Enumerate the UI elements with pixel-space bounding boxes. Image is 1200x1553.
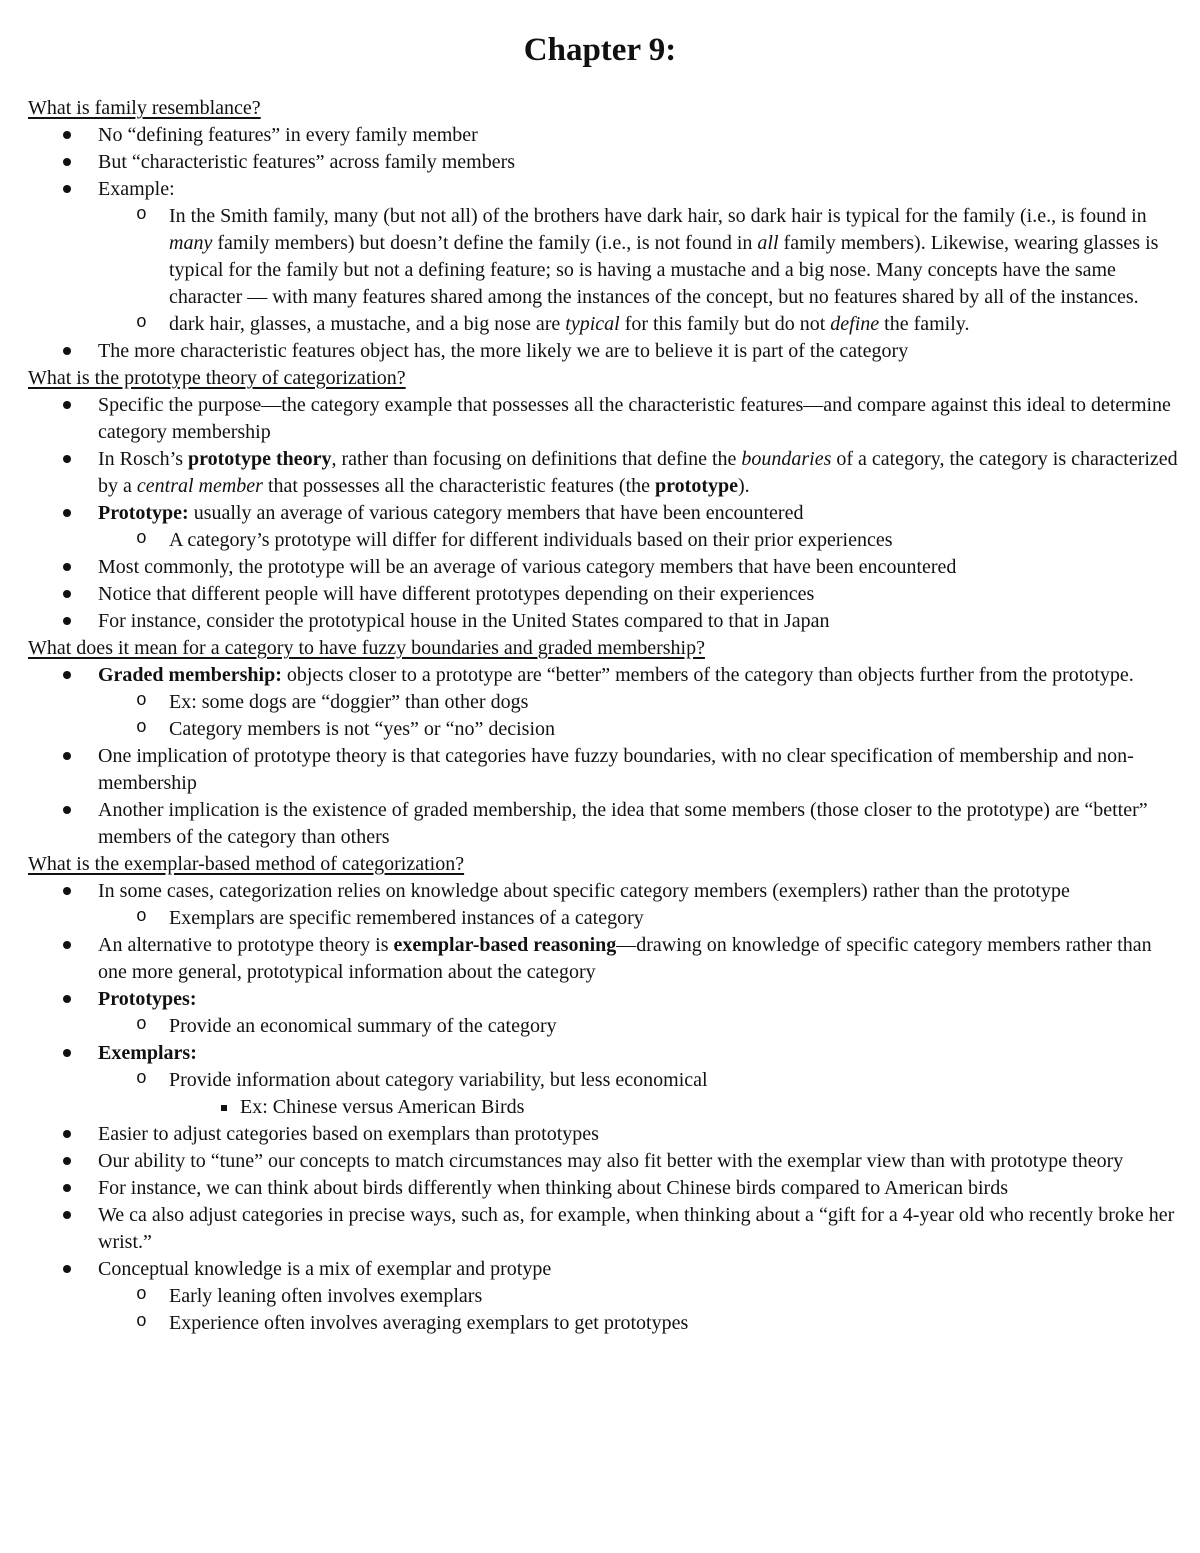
list-item bbox=[28, 662, 1178, 743]
text-run: —drawing on knowledge of specific category members rather than one more general, prototypical information about the category bbox=[98, 934, 1152, 983]
bold-term: prototype bbox=[655, 475, 738, 497]
text-run: the family. bbox=[879, 313, 970, 335]
bullet-list bbox=[28, 392, 1178, 635]
text-run: objects closer to a prototype are “better” members of the category than objects further from the prototype. bbox=[281, 664, 1134, 686]
text-run: that possesses all the characteristic features (the bbox=[262, 475, 656, 497]
sub-list bbox=[168, 905, 1178, 932]
list-item: But “characteristic features” across family members bbox=[28, 149, 1178, 176]
emphasis: all bbox=[757, 232, 779, 254]
text-run: Conceptual knowledge is a mix of exemplar and protype bbox=[98, 1258, 552, 1280]
text-run: ). bbox=[738, 475, 750, 497]
bullet-list bbox=[28, 122, 1178, 365]
text-run: In Rosch’s bbox=[98, 448, 188, 470]
sub-list bbox=[168, 689, 1178, 743]
list-item: The more characteristic features object has, the more likely we are to believe it is part of the category bbox=[28, 338, 1178, 365]
bold-term: exemplar-based reasoning bbox=[393, 934, 617, 956]
text-run: dark hair, glasses, a mustache, and a big nose are bbox=[169, 313, 566, 335]
list-item bbox=[28, 500, 1178, 554]
text-run: family members) but doesn’t define the family (i.e., is not found in bbox=[212, 232, 758, 254]
question-heading: What does it mean for a category to have fuzzy boundaries and graded membership? bbox=[28, 637, 705, 659]
list-item: Another implication is the existence of graded membership, the idea that some members (those closer to the prototype) are “better” members of the category than others bbox=[28, 797, 1178, 851]
list-item bbox=[28, 986, 1178, 1040]
emphasis: many bbox=[169, 232, 213, 254]
bullet-list bbox=[28, 878, 1178, 1337]
list-item: Specific the purpose—the category example that possesses all the characteristic features—and compare against this ideal to determine category membership bbox=[28, 392, 1178, 446]
bold-term: Graded membership: bbox=[98, 664, 282, 686]
text-run: , rather than focusing on definitions that define the bbox=[331, 448, 742, 470]
text-run: usually an average of various category members that have been encountered bbox=[188, 502, 804, 524]
list-item bbox=[28, 446, 1178, 500]
list-item: Our ability to “tune” our concepts to match circumstances may also fit better with the exemplar view than with prototype theory bbox=[28, 1148, 1178, 1175]
list-item bbox=[28, 932, 1178, 986]
question-heading: What is the exemplar-based method of categorization? bbox=[28, 853, 465, 875]
text-run: family members). Likewise, wearing glasses is typical for the family but not a defining feature; so is having a mustache and a big nose. Many concepts have the same character — with many features shared among the instances of the concept, but no features shared by all of the instances. bbox=[169, 232, 1159, 308]
emphasis: boundaries bbox=[741, 448, 832, 470]
bold-term: Prototype: bbox=[98, 502, 189, 524]
bold-term: Prototypes: bbox=[98, 988, 197, 1010]
text-run: In the Smith family, many (but not all) of the brothers have dark hair, so dark hair is typical for the family (i.e., is found in bbox=[169, 205, 1147, 227]
sub-list bbox=[168, 1067, 1178, 1121]
list-item-text: Example: bbox=[98, 178, 175, 200]
list-item: Notice that different people will have different prototypes depending on their experiences bbox=[28, 581, 1178, 608]
sub-list-item: o A category’s prototype will differ for different individuals based on their prior experiences bbox=[98, 527, 1178, 554]
text-run: of a category, the category is characterized by a bbox=[98, 448, 1178, 497]
sub-list-item: o Provide an economical summary of the category bbox=[98, 1013, 1178, 1040]
sub-list-item bbox=[98, 311, 1178, 338]
question-heading: What is the prototype theory of categorization? bbox=[28, 367, 406, 389]
sub-list bbox=[168, 527, 1178, 554]
emphasis: define bbox=[830, 313, 880, 335]
list-item: Easier to adjust categories based on exemplars than prototypes bbox=[28, 1121, 1178, 1148]
sub-sub-list bbox=[169, 1094, 1178, 1121]
list-item bbox=[28, 1256, 1178, 1337]
bold-term: Exemplars: bbox=[98, 1042, 197, 1064]
question-heading: What is family resemblance? bbox=[28, 97, 261, 119]
sub-list-item: o Early leaning often involves exemplars bbox=[98, 1283, 1178, 1310]
text-run: for this family but do not bbox=[619, 313, 831, 335]
sub-sub-list-item: Ex: Chinese versus American Birds bbox=[98, 1094, 1178, 1121]
text-run: Provide information about category variability, but less economical bbox=[169, 1069, 708, 1091]
sub-list bbox=[168, 1283, 1178, 1337]
bold-term: prototype theory bbox=[188, 448, 332, 470]
list-item: For instance, consider the prototypical house in the United States compared to that in Japan bbox=[28, 608, 1178, 635]
sub-list bbox=[168, 1013, 1178, 1040]
sub-list bbox=[168, 203, 1178, 338]
sub-list-item bbox=[98, 203, 1178, 311]
sub-list-item: o Category members is not “yes” or “no” decision bbox=[98, 716, 1178, 743]
text-run: In some cases, categorization relies on knowledge about specific category members (exemplers) rather than the prototype bbox=[98, 880, 1070, 902]
list-item: One implication of prototype theory is that categories have fuzzy boundaries, with no clear specification of membership and non-membership bbox=[28, 743, 1178, 797]
list-item: We ca also adjust categories in precise ways, such as, for example, when thinking about a “gift for a 4-year old who recently broke her wrist.” bbox=[28, 1202, 1178, 1256]
sub-list-item bbox=[98, 1067, 1178, 1121]
list-item: For instance, we can think about birds differently when thinking about Chinese birds compared to American birds bbox=[28, 1175, 1178, 1202]
list-item bbox=[28, 1040, 1178, 1121]
emphasis: typical bbox=[565, 313, 620, 335]
list-item bbox=[28, 176, 1178, 338]
list-item: Most commonly, the prototype will be an average of various category members that have been encountered bbox=[28, 554, 1178, 581]
sub-list-item: o Experience often involves averaging exemplars to get prototypes bbox=[98, 1310, 1178, 1337]
list-item bbox=[28, 878, 1178, 932]
emphasis: central member bbox=[136, 475, 263, 497]
sub-list-item: o Exemplars are specific remembered instances of a category bbox=[98, 905, 1178, 932]
bullet-list bbox=[28, 662, 1178, 851]
notes-body bbox=[28, 95, 1178, 1337]
page-title: Chapter 9: bbox=[523, 32, 677, 68]
sub-list-item: o Ex: some dogs are “doggier” than other dogs bbox=[98, 689, 1178, 716]
text-run: An alternative to prototype theory is bbox=[98, 934, 394, 956]
list-item: No “defining features” in every family member bbox=[28, 122, 1178, 149]
